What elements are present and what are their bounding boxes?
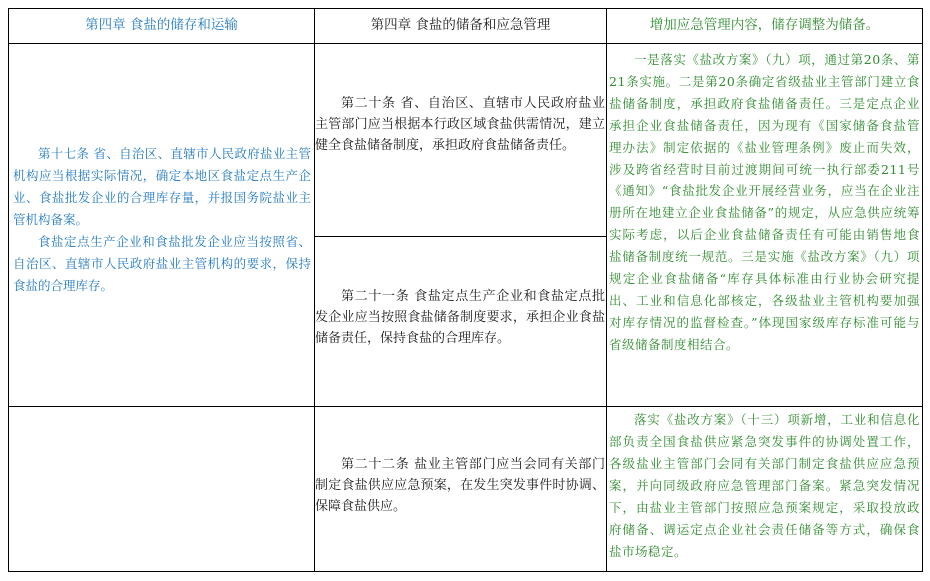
new-article-20-cell bbox=[315, 93, 605, 193]
old-regulation-cell bbox=[13, 143, 311, 323]
new-article-20: 第二十条 省、自治区、直辖市人民政府盐业主管部门应当根据本行政区域食盐供需情况，建立健全食盐储备制度，承担政府食盐储备责任。 bbox=[315, 96, 605, 153]
header-note: 增加应急管理内容，储存调整为储备。 bbox=[649, 17, 880, 34]
header-new-chapter: 第四章 食盐的储备和应急管理 bbox=[370, 17, 551, 34]
row-divider bbox=[9, 43, 922, 44]
header-old-chapter: 第四章 食盐的储存和运输 bbox=[85, 17, 238, 34]
new-article-22: 第二十二条 盐业主管部门应当会同有关部门制定食盐供应应急预案，在发生突发事件时协调、保障食盐供应。 bbox=[315, 457, 605, 514]
new-article-21: 第二十一条 食盐定点生产企业和食盐定点批发企业应当按照食盐储备制度要求，承担企业食盐储备责任，保持食盐的合理库存。 bbox=[315, 289, 605, 346]
old-regulation-empty-cell bbox=[9, 407, 314, 571]
note-row2: 落实《盐改方案》（十三）项新增，工业和信息化部负责全国食盐供应紧急突发事件的协调处置工作，各级盐业主管部门会同有关部门制定食盐供应应急预案，并向同级政府应急管理部门备案。紧急突发情况下，由盐业主管部门按照应急预案规定，采取投放政府储备、调运定点企业社会责任储备等方式，确保食盐市场稳定。 bbox=[609, 412, 920, 559]
column-divider bbox=[606, 9, 607, 571]
note-cell-row2 bbox=[609, 409, 920, 571]
new-article-21-cell bbox=[315, 286, 605, 366]
note-cell-row1 bbox=[609, 49, 920, 404]
note-row1: 一是落实《盐改方案》（九）项，通过第20条、第21条实施。二是第20条确定省级盐业主管部门建立食盐储备制度，承担政府食盐储备责任。三是定点企业承担企业食盐储备责任，因为现有《国家储备食盐管理办法》制定依据的《盐业管理条例》废止而失效，涉及跨省经营时目前过渡期间可统一执行部委211号《通知》“食盐批发企业开展经营业务，应当在企业注册所在地建立企业食盐储备”的规定，从应急供应统筹实际考虑，以后企业食盐储备责任有可能由销售地食盐储备制度统一规范。三是实施《盐改方案》（九）项规定企业食盐储备“库存具体标准由行业协会研究提出、工业和信息化部核定，各级盐业主管机构要加强对库存情况的监督检查。”体现国家级库存标准可能与省级储备制度相结合。 bbox=[609, 52, 920, 352]
row-divider bbox=[315, 236, 606, 237]
new-article-22-cell bbox=[315, 454, 605, 524]
comparison-table bbox=[8, 8, 923, 572]
old-article-17-para2: 食盐定点生产企业和食盐批发企业应当按照省、自治区、直辖市人民政府盐业主管机构的要求，保持食盐的合理库存。 bbox=[13, 234, 311, 293]
old-article-17: 第十七条 省、自治区、直辖市人民政府盐业主管机构应当根据实际情况，确定本地区食盐定点生产企业、食盐批发企业的合理库存量，并报国务院盐业主管机构备案。 bbox=[13, 146, 311, 227]
